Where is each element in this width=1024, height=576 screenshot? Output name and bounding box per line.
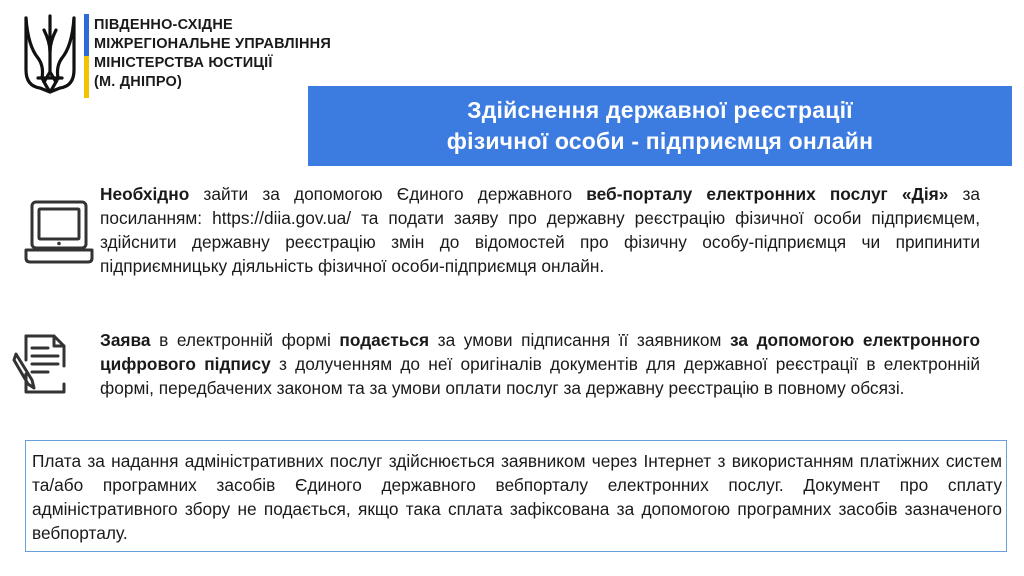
document-pen-icon <box>12 330 82 400</box>
section1-text-1: зайти за допомогою Єдиного державного <box>189 184 587 204</box>
laptop-icon <box>22 198 96 268</box>
org-line-4: (М. ДНІПРО) <box>94 74 183 90</box>
title-banner <box>308 86 1012 166</box>
section2-text-2: за умови підписання її заявником <box>429 330 731 350</box>
section-online-registration <box>100 182 980 278</box>
section1-text-2: за посиланням: https://diia.gov.ua/ та подати заяву про державну реєстрацію фізичної особи підприємцем, здійснити державну реєстрацію змін до відомостей про фізичну особу-підприємця чи припинити підприємницьку діяльність фізичної особи-підприємця онлайн. <box>100 184 981 276</box>
payment-notice-box <box>25 440 1007 552</box>
section2-text-1: в електронній формі <box>150 330 340 350</box>
section2-bold-1: Заява <box>100 330 151 350</box>
payment-notice-text: Плата за надання адміністративних послуг здійснюється заявником через Інтернет з використанням платіжних систем та/або програмних засобів Єдиного державного вебпорталу електронних послуг. Документ про сплату адміністративного збору не подається, якщо така сплата зафіксована за допомогою програмних засобів зазначеного вебпорталу. <box>32 451 1002 543</box>
org-line-2: МІЖРЕГІОНАЛЬНЕ УПРАВЛІННЯ <box>94 36 331 52</box>
title-line-2: фізичної особи - підприємця онлайн <box>446 128 874 154</box>
trident-emblem-icon <box>18 12 82 102</box>
org-line-3: МІНІСТЕРСТВА ЮСТИЦІЇ <box>94 55 273 71</box>
flag-bar <box>84 14 89 98</box>
section2-text-3: з долученням до неї оригіналів документів для державної реєстрації в електронній формі, передбачених законом та за умови оплати послуг за державну реєстрацію в повному обсязі. <box>100 354 980 398</box>
organization-name <box>94 16 331 92</box>
section1-bold-1: Необхідно <box>100 184 190 204</box>
org-line-1: ПІВДЕННО-СХІДНЕ <box>94 17 233 33</box>
title-line-1: Здійснення державної реєстрації <box>467 97 853 123</box>
section2-bold-2: подається <box>339 330 430 350</box>
section-application <box>100 328 980 400</box>
section2-bold-3: за допомогою електронного цифрового підпису <box>100 330 980 374</box>
section1-bold-2: веб-порталу електронних послуг «Дія» <box>586 184 949 204</box>
